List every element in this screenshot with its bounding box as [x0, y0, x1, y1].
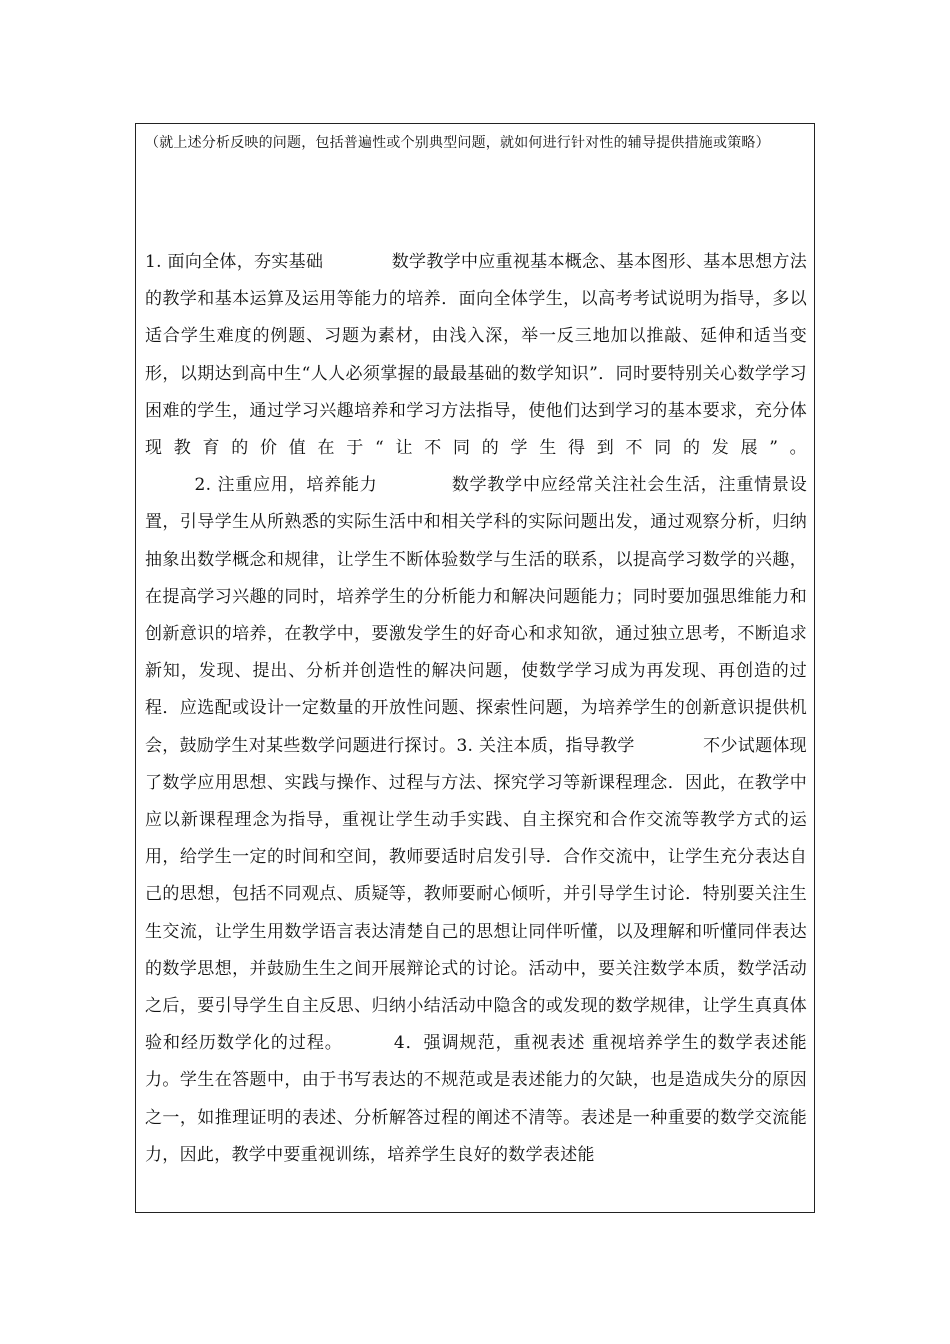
- section-text-1: 数学教学中应重视基本概念、基本图形、基本思想方法的教学和基本运算及运用等能力的培养．面向全体学生，以高考考试说明为指导，多以适合学生难度的例题、习题为素材，由浅入深，举一反三地加以推敲、延伸和适当变形，以期达到高中生“人人必须掌握的最最基础的数学知识”．同时要特别关心数学学习困难的学生，通过学习兴趣培养和学习方法指导，使他们达到学习的基本要求，充分体现教育的价值在于“让不同的学生得到不同的发展”。: [145, 252, 807, 459]
- body-paragraph: [145, 244, 807, 1174]
- section-heading-3: 3. 关注本质，指导教学: [456, 735, 635, 756]
- section-heading-2: 2. 注重应用，培养能力: [194, 475, 378, 496]
- section-gap: [343, 1033, 394, 1053]
- table-cell: [135, 123, 815, 1213]
- section-heading-1: 1. 面向全体，夯实基础: [145, 252, 324, 272]
- section-text-4: 重视培养学生的数学表述能力。学生在答题中，由于书写表达的不规范或是表述能力的欠缺，也是造成失分的原因之一，如推理证明的表述、分析解答过程的阐述不清等。表述是一种重要的数学交流能力，因此，教学中要重视训练，培养学生良好的数学表述能: [145, 1033, 807, 1165]
- section-heading-4: 4．强调规范，重视表述: [393, 1033, 586, 1054]
- section-gap: [323, 252, 391, 272]
- instruction-note: （就上述分析反映的问题，包括普遍性或个别典型问题，就如何进行针对性的辅导提供措施或策略）: [145, 135, 770, 151]
- section-text-2: 数学教学中应经常关注社会生活，注重情景设置，引导学生从所熟悉的实际生活中和相关学科的实际问题出发，通过观察分析，归纳抽象出数学概念和规律，让学生不断体验数学与生活的联系，以提高学习数学的兴趣，在提高学习兴趣的同时，培养学生的分析能力和解决问题能力；同时要加强思维能力和创新意识的培养，在教学中，要激发学生的好奇心和求知欲，通过独立思考，不断追求新知，发现、提出、分析并创造性的解决问题，使数学学习成为再发现、再创造的过程．应选配或设计一定数量的开放性问题、探索性问题，为培养学生的创新意识提供机会，鼓励学生对某些数学问题进行探讨。: [145, 475, 807, 756]
- section-gap: [378, 475, 452, 495]
- section-gap: [145, 475, 195, 495]
- section-text-3: 不少试题体现了数学应用思想、实践与操作、过程与方法、探究学习等新课程理念．因此，在教学中应以新课程理念为指导，重视让学生动手实践、自主探究和合作交流等教学方式的运用，给学生一定的时间和空间，教师要适时启发引导．合作交流中，让学生充分表达自己的思想，包括不同观点、质疑等，教师要耐心倾听，并引导学生讨论．特别要关注生生交流，让学生用数学语言表达清楚自己的思想让同伴听懂，以及理解和听懂同伴表达的数学思想，并鼓励生生之间开展辩论式的讨论。活动中，要关注数学本质，数学活动之后，要引导学生自主反思、归纳小结活动中隐含的或发现的数学规律，让学生真真体验和经历数学化的过程。: [145, 735, 807, 1054]
- section-gap: [635, 736, 703, 756]
